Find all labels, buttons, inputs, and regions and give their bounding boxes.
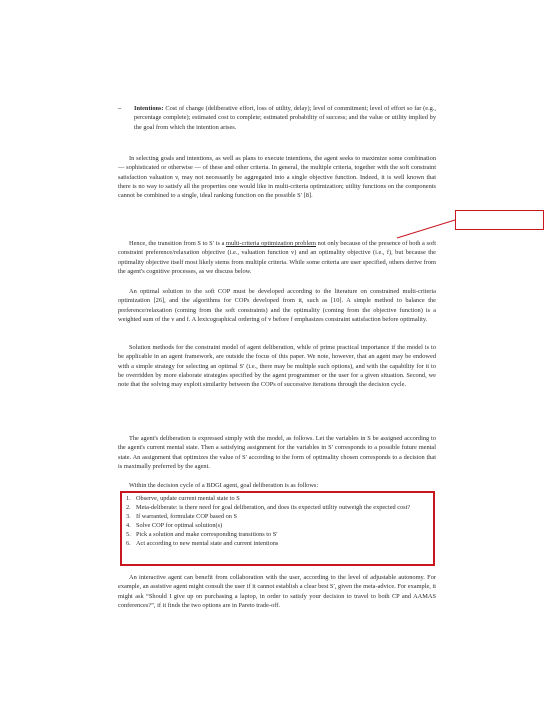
- paragraph-text: The agent's deliberation is expressed simply with the model, as follows. Let the variables in S be assigned according to the agent's current mental state. Then a satisfying assignment for the variables in S′ corresponds to a possible future mental state. An assignment that optimizes the value of S′ according to the form of optimality chosen corresponds to a decision that is maximally preferred by the agent.: [118, 435, 436, 470]
- highlighted-phrase[interactable]: multi-criteria optimization problem: [226, 240, 316, 247]
- step-text: If warranted, formulate COP based on S: [136, 513, 238, 521]
- paragraph-text: Solution methods for the constraint model of agent deliberation, while of prime practical importance if the model is to be applicable in an agent framework, are outside the focus of this paper. We note, however, that an agent may be endowed with a simple strategy for selecting an optimal S′ (i.e., there may be multiple such options), and with the capability for it to be overridden by more elaborate strategies specified by the agent programmer or the user for a given situation. Second, we note that the solving may exploit similarity between the COPs of successive iterations through the decision cycle.: [118, 344, 436, 389]
- paragraph-decision-cycle: [118, 481, 436, 490]
- annotation-connector-line: [397, 220, 455, 238]
- paragraph-text-before: Hence, the transition from S to S′ is a: [129, 240, 227, 247]
- bullet-text: [134, 104, 436, 132]
- paragraph-transition: [118, 239, 436, 276]
- step-number: 1.: [126, 495, 131, 502]
- bullet-dash: –: [118, 105, 122, 112]
- step-number: 3.: [126, 513, 131, 521]
- paragraph-text: [118, 239, 436, 276]
- step-number: 5.: [126, 531, 131, 539]
- step-number: 2.: [126, 504, 131, 512]
- annotation-comment-box[interactable]: [455, 210, 544, 230]
- list-item: [126, 539, 429, 548]
- decision-cycle-steps[interactable]: [120, 491, 435, 566]
- intentions-bullet: [118, 104, 436, 132]
- step-text: Observe, update current mental state to S: [136, 495, 240, 502]
- list-item: [126, 512, 429, 521]
- paragraph-text: An optimal solution to the soft COP must be developed according to the literature on constrained multi-criteria optimization [26], and the algorithms for COPs developed from it, such as [10]. A simple method to balance the preference/relaxation (coming from the soft constraints) and the optimality (coming from the objective function) is a weighted sum of the v and f. A lexicographical ordering of v before f emphasizes constraint satisfaction before optimality.: [118, 288, 436, 323]
- paragraph-goals-intentions: [118, 154, 436, 200]
- step-number: 6.: [126, 540, 131, 548]
- paragraph-deliberation: [118, 434, 436, 471]
- paragraph-text: Within the decision cycle of a BDGI agent, goal deliberation is as follows:: [129, 482, 319, 489]
- list-item: [126, 494, 429, 503]
- paragraph-optimal-solution: [118, 287, 436, 324]
- list-item: [126, 503, 429, 512]
- bullet-body: Cost of change (deliberative effort, loss of utility, delay); level of commitment; level of effort so far (e.g., percentage complete); estimated cost to complete; estimated probability of success; and the value or utility implied by the goal from which the intention arises.: [134, 105, 436, 131]
- list-item: [126, 521, 429, 530]
- step-text: Pick a solution and make corresponding transitions to S′: [136, 531, 278, 539]
- annotation-connector: [397, 220, 455, 240]
- step-text: Meta-deliberate: is there need for goal deliberation, and does its expected utility outweigh the expected cost?: [136, 504, 411, 512]
- bullet-heading: Intentions:: [134, 105, 164, 112]
- paragraph-text-after: not only because of the presence of both a soft constraint preference/relaxation objective (i.e., valuation function v) and an optimality objective (i.e., f), but because the optimality objective itself most likely stems from multiple criteria. While some criteria are user specified, others derive from the agent's cognitive processes, as we discuss below.: [118, 240, 436, 275]
- step-text: Solve COP for optimal solution(s): [136, 522, 223, 530]
- paragraph-text: An interactive agent can benefit from collaboration with the user, according to the level of adjustable autonomy. For example, an assistive agent might consult the user if it cannot establish a clear best S′, given the meta-advice. For example, it might ask “Should I give up on purchasing a laptop, in order to satisfy your decision to travel to both CP and AAMAS conferences?”, if it finds the two options are in Pareto trade-off.: [118, 574, 436, 609]
- step-number: 4.: [126, 522, 131, 530]
- list-item: [126, 530, 429, 539]
- step-text: Act according to new mental state and current intentions: [136, 540, 279, 548]
- paragraph-solution-methods: [118, 343, 436, 389]
- paragraph-text: In selecting goals and intentions, as well as plans to execute intentions, the agent seeks to maximize some combination — sophisticated or otherwise — of these and other criteria. In general, the multiple criteria, together with the soft constraint satisfaction valuation v, may not necessarily be aggregated into a single objective function. Indeed, it is well known that there is no way to satisfy all the properties one would like in multi-criteria optimization; utility functions on the components cannot be combined to a single, ideal ranking function on the possible S′ [8].: [118, 155, 436, 200]
- paragraph-interactive-agent: [118, 573, 436, 610]
